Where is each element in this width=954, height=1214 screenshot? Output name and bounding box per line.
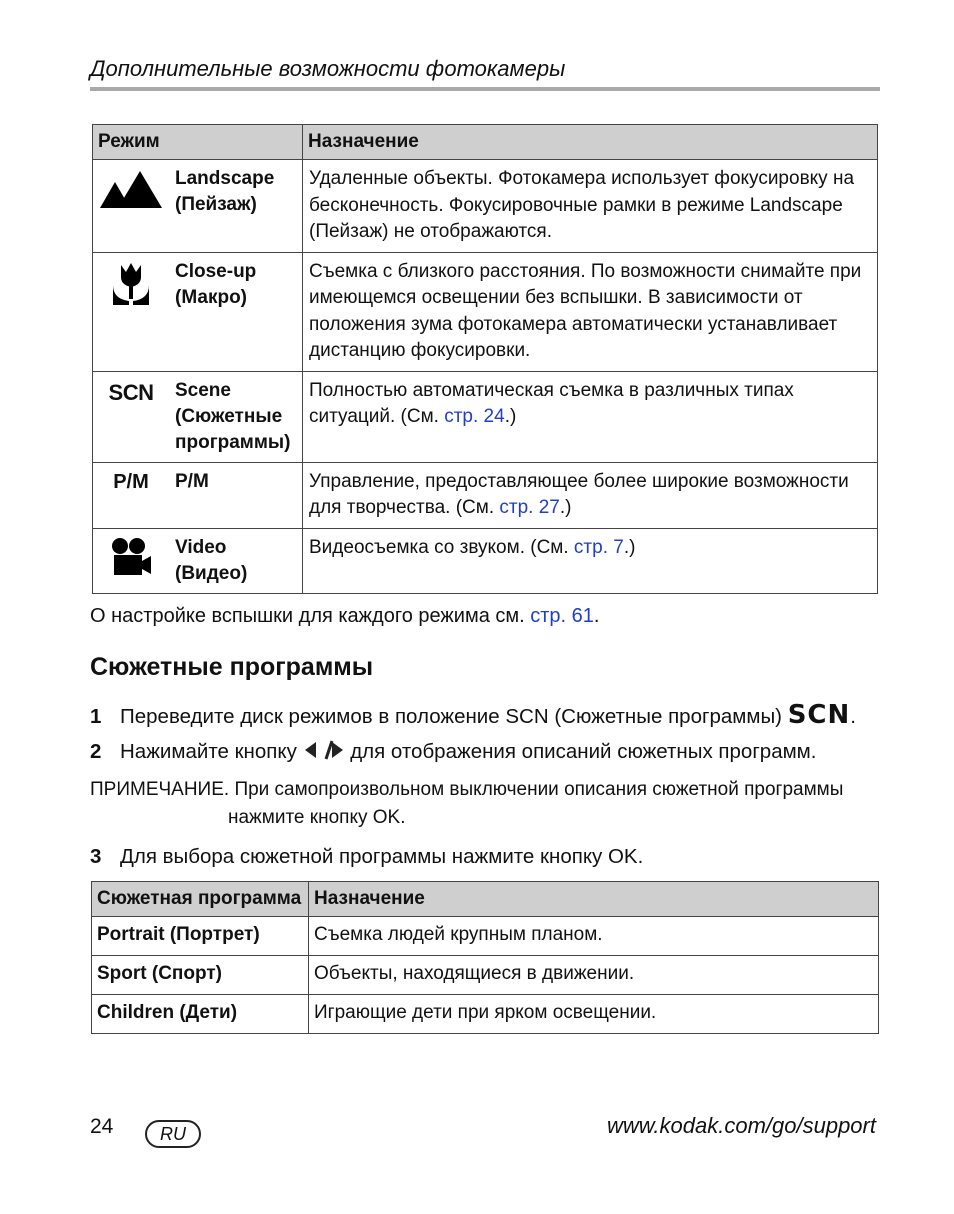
table-row — [92, 917, 879, 956]
mode-name: Video (Видео) — [169, 528, 303, 593]
step-2: 2 Нажимайте кнопку для отображения описаний сюжетных программ. — [90, 739, 816, 767]
mode-description: Управление, предоставляющее более широкие возможности для творчества. (См. стр. 27.) — [303, 462, 878, 528]
page-link[interactable]: стр. 24 — [444, 406, 505, 427]
table-row — [93, 528, 878, 593]
mode-description: Полностью автоматическая съемка в различных типах ситуаций. (См. стр. 24.) — [303, 371, 878, 462]
table-row — [93, 252, 878, 371]
col-purpose-header: Назначение — [309, 882, 879, 917]
scn-icon: SCN — [787, 700, 851, 730]
mode-name: Scene (Сюжетные программы) — [169, 371, 303, 462]
flash-settings-note: О настройке вспышки для каждого режима см. стр. 61. — [90, 605, 600, 627]
mode-name: Close-up (Макро) — [169, 252, 303, 371]
scene-name: Sport (Спорт) — [92, 956, 309, 995]
col-mode-header: Режим — [93, 125, 303, 160]
scn-icon: SCN — [93, 371, 170, 462]
close-up-flower-icon — [93, 252, 170, 371]
table-row — [93, 462, 878, 528]
mode-description: Удаленные объекты. Фотокамера использует фокусировку на бесконечность. Фокусировочные рамки в режиме Landscape (Пейзаж) не отображаются. — [303, 160, 878, 253]
table-row — [92, 995, 879, 1034]
step-1: 1 Переведите диск режимов в положение SCN (Сюжетные программы) SCN. — [90, 700, 856, 730]
note-block: ПРИМЕЧАНИЕ. При самопроизвольном выключении описания сюжетной программы нажмите кнопку OK. — [90, 779, 844, 828]
page-header-title: Дополнительные возможности фотокамеры — [90, 56, 566, 81]
language-badge: RU — [145, 1120, 201, 1148]
scene-purpose: Съемка людей крупным планом. — [309, 917, 879, 956]
table-row — [93, 160, 878, 253]
modes-table-header — [93, 125, 878, 160]
pm-icon: P/M — [93, 462, 170, 528]
section-title: Сюжетные программы — [90, 653, 374, 681]
scene-purpose: Объекты, находящиеся в движении. — [309, 956, 879, 995]
mode-name: P/M — [169, 462, 303, 528]
landscape-icon — [93, 160, 170, 253]
step-3: 3 Для выбора сюжетной программы нажмите кнопку OK. — [90, 845, 644, 868]
header-divider — [90, 87, 880, 91]
scenes-table — [91, 881, 879, 1034]
support-url[interactable]: www.kodak.com/go/support — [606, 1113, 876, 1138]
scene-name: Portrait (Портрет) — [92, 917, 309, 956]
scene-purpose: Играющие дети при ярком освещении. — [309, 995, 879, 1034]
table-row — [93, 371, 878, 462]
mode-description: Съемка с близкого расстояния. По возможности снимайте при имеющемся освещении без вспышки. В зависимости от положения зума фотокамера автоматически устанавливает дистанцию фокусировки. — [303, 252, 878, 371]
video-camera-icon — [93, 528, 170, 593]
col-scene-header: Сюжетная программа — [92, 882, 309, 917]
left-right-arrows-icon — [303, 739, 345, 767]
modes-table — [92, 124, 878, 594]
page-link[interactable]: стр. 27 — [499, 497, 560, 518]
page-number: 24 — [90, 1115, 114, 1138]
mode-description: Видеосъемка со звуком. (См. стр. 7.) — [303, 528, 878, 593]
mode-name: Landscape (Пейзаж) — [169, 160, 303, 253]
note-label: ПРИМЕЧАНИЕ. — [90, 779, 230, 800]
table-row — [92, 956, 879, 995]
page-link[interactable]: стр. 7 — [573, 536, 624, 558]
scenes-table-header — [92, 882, 879, 917]
page-link[interactable]: стр. 61 — [530, 605, 594, 627]
scene-name: Children (Дети) — [92, 995, 309, 1034]
col-purpose-header: Назначение — [303, 125, 878, 160]
